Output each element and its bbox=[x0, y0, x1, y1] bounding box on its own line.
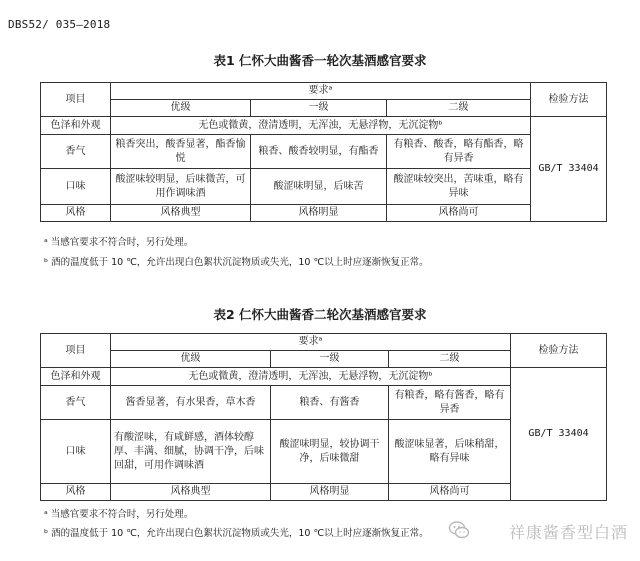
grade-excellent: 优级 bbox=[111, 351, 271, 368]
grade-first: 一级 bbox=[271, 351, 389, 368]
cell: 有粮香、酸香，略有酯香，略有异香 bbox=[387, 135, 531, 169]
table2-note-a: ᵃ 当感官要求不符合时，另行处理。 bbox=[44, 509, 194, 520]
cell: 风格明显 bbox=[251, 205, 387, 222]
header-method: 检验方法 bbox=[511, 334, 607, 368]
header-requirement: 要求ᵃ bbox=[111, 334, 511, 351]
grade-first: 一级 bbox=[251, 100, 387, 117]
grade-second: 二级 bbox=[387, 100, 531, 117]
document-code: DBS52/ 035—2018 bbox=[8, 18, 111, 31]
row-label: 口味 bbox=[41, 169, 111, 205]
header-item: 项目 bbox=[41, 334, 111, 368]
cell: 酸涩味较明显，后味微苦，可用作调味酒 bbox=[111, 169, 251, 205]
cell: 有酸涩味，有咸鲜感，酒体较醇厚、丰满、细腻，协调干净，后味回甜，可用作调味酒 bbox=[111, 420, 271, 484]
merged-cell: 无色或微黄，澄清透明，无浑浊，无悬浮物，无沉淀物ᵇ bbox=[111, 368, 511, 386]
method-cell: GB/T 33404 bbox=[511, 368, 607, 501]
table2-note-b: ᵇ 酒的温度低于 10 ℃，允许出现白色絮状沉淀物质或失光，10 ℃以上时应逐渐恢复正常。 bbox=[44, 528, 429, 539]
table-row bbox=[41, 117, 607, 135]
cell: 风格典型 bbox=[111, 205, 251, 222]
row-label: 香气 bbox=[41, 386, 111, 420]
cell: 酸涩味显著，后味稍甜，略有异味 bbox=[389, 420, 511, 484]
row-label: 口味 bbox=[41, 420, 111, 484]
table-grade-row bbox=[41, 100, 607, 117]
cell: 风格尚可 bbox=[387, 205, 531, 222]
cell: 粮香、酸香较明显，有酯香 bbox=[251, 135, 387, 169]
watermark-text: 祥康酱香型白酒 bbox=[508, 523, 628, 542]
table-row bbox=[41, 368, 607, 386]
cell: 酸涩味较突出，苦味重，略有异味 bbox=[387, 169, 531, 205]
cell: 酸涩味明显，较协调干净，后味微甜 bbox=[271, 420, 389, 484]
table2 bbox=[40, 333, 607, 501]
cell: 风格明显 bbox=[271, 484, 389, 501]
wechat-logo-icon bbox=[448, 519, 470, 541]
header-method: 检验方法 bbox=[531, 83, 607, 117]
cell: 风格尚可 bbox=[389, 484, 511, 501]
row-label: 风格 bbox=[41, 484, 111, 501]
table-header-row bbox=[41, 334, 607, 351]
grade-second: 二级 bbox=[389, 351, 511, 368]
cell: 酱香显著，有水果香，草木香 bbox=[111, 386, 271, 420]
table-header-row bbox=[41, 83, 607, 100]
cell: 风格典型 bbox=[111, 484, 271, 501]
table1-note-b: ᵇ 酒的温度低于 10 ℃，允许出现白色絮状沉淀物质或失光，10 ℃以上时应逐渐恢复正常。 bbox=[44, 257, 429, 268]
table-row bbox=[41, 205, 607, 222]
cell: 有粮香，略有酱香，略有异香 bbox=[389, 386, 511, 420]
header-item: 项目 bbox=[41, 83, 111, 117]
table2-title: 表2 仁怀大曲酱香二轮次基酒感官要求 bbox=[213, 307, 427, 322]
table1-note-a: ᵃ 当感官要求不符合时，另行处理。 bbox=[44, 237, 194, 248]
header-requirement: 要求ᵃ bbox=[111, 83, 531, 100]
row-label: 香气 bbox=[41, 135, 111, 169]
merged-cell: 无色或微黄，澄清透明，无浑浊，无悬浮物，无沉淀物ᵇ bbox=[111, 117, 531, 135]
method-cell: GB/T 33404 bbox=[531, 117, 607, 222]
cell: 粮香、有酱香 bbox=[271, 386, 389, 420]
table-row bbox=[41, 135, 607, 169]
cell: 酸涩味明显，后味苦 bbox=[251, 169, 387, 205]
table-row bbox=[41, 169, 607, 205]
grade-excellent: 优级 bbox=[111, 100, 251, 117]
row-label: 色泽和外观 bbox=[41, 117, 111, 135]
row-label: 色泽和外观 bbox=[41, 368, 111, 386]
cell: 粮香突出，酸香显著，酯香愉悦 bbox=[111, 135, 251, 169]
row-label: 风格 bbox=[41, 205, 111, 222]
table1-title: 表1 仁怀大曲酱香一轮次基酒感官要求 bbox=[213, 53, 427, 68]
table1 bbox=[40, 82, 607, 222]
